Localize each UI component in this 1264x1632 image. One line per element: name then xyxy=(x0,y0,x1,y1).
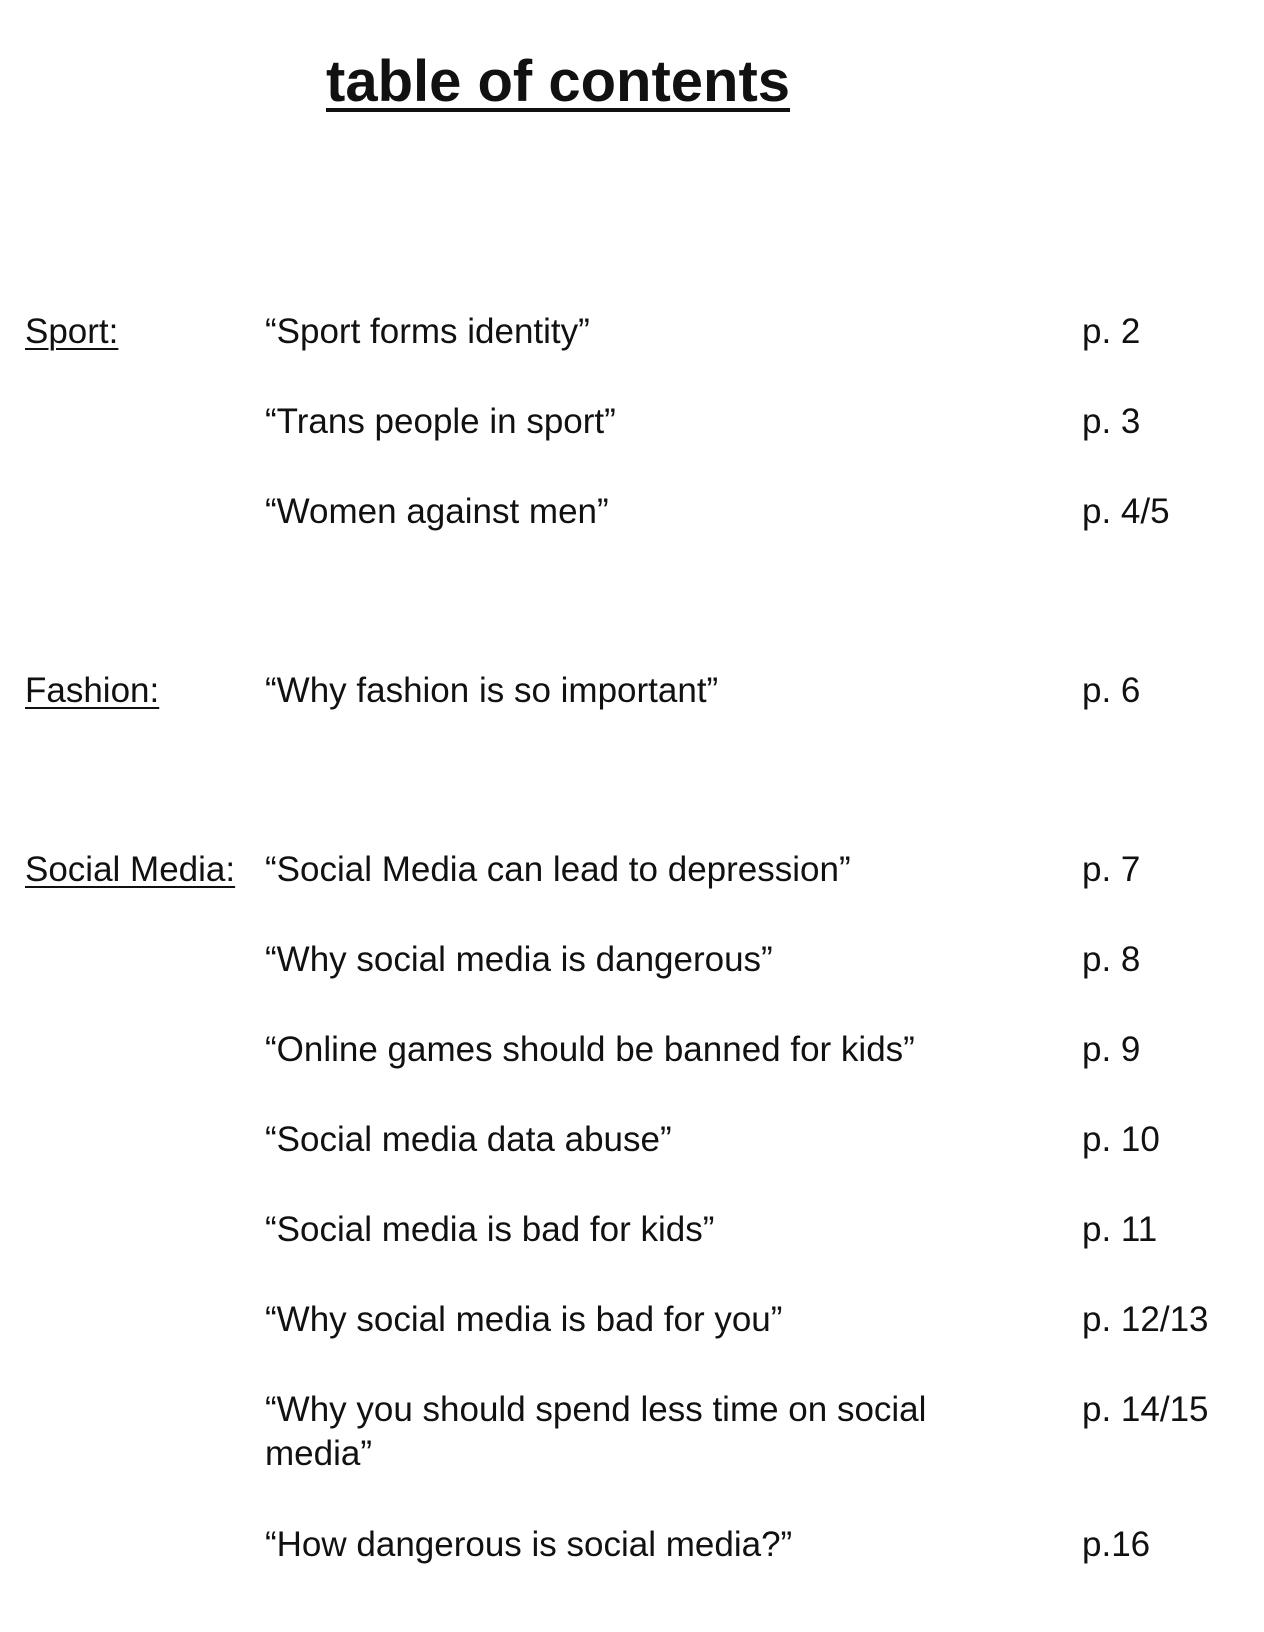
toc-entry-page: p. 9 xyxy=(1082,1030,1141,1069)
toc-entry-title: “Why social media is bad for you” xyxy=(265,1300,783,1339)
toc-entry-page: p. 4/5 xyxy=(1082,492,1170,531)
toc-entry-page: p. 11 xyxy=(1082,1210,1158,1249)
toc-entry-page: p. 7 xyxy=(1082,850,1141,889)
toc-entry-title: “Why fashion is so important” xyxy=(265,671,719,710)
toc-entry-page: p. 12/13 xyxy=(1082,1300,1209,1339)
toc-entry-title: “Online games should be banned for kids” xyxy=(265,1030,915,1069)
toc-entry-page: p. 6 xyxy=(1082,671,1141,710)
toc-entry-page: p. 3 xyxy=(1082,402,1141,441)
toc-entry-title: “Sport forms identity” xyxy=(265,312,590,351)
toc-entry-title: “Trans people in sport” xyxy=(265,402,616,441)
toc-entry-title: “Why social media is dangerous” xyxy=(265,940,773,979)
toc-entry-title: “Social media is bad for kids” xyxy=(265,1210,715,1249)
toc-entry-page: p. 2 xyxy=(1082,312,1141,351)
toc-entry-title: “Women against men” xyxy=(265,492,609,531)
section-label-fashion: Fashion: xyxy=(25,671,160,710)
toc-entry-title: “Social Media can lead to depression” xyxy=(265,850,851,889)
toc-entry-page: p. 8 xyxy=(1082,940,1141,979)
toc-entry-title: “How dangerous is social media?” xyxy=(265,1525,793,1564)
toc-entry-page: p.16 xyxy=(1082,1525,1151,1564)
toc-entry-title: “Why you should spend less time on social media” xyxy=(265,1390,927,1473)
toc-entry-title: “Social media data abuse” xyxy=(265,1120,672,1159)
toc-entry-page: p. 10 xyxy=(1082,1120,1160,1159)
page-title: table of contents xyxy=(326,49,791,114)
toc-entry-page: p. 14/15 xyxy=(1082,1390,1209,1429)
section-label-sport: Sport: xyxy=(25,312,119,351)
section-label-social-media: Social Media: xyxy=(25,850,236,889)
